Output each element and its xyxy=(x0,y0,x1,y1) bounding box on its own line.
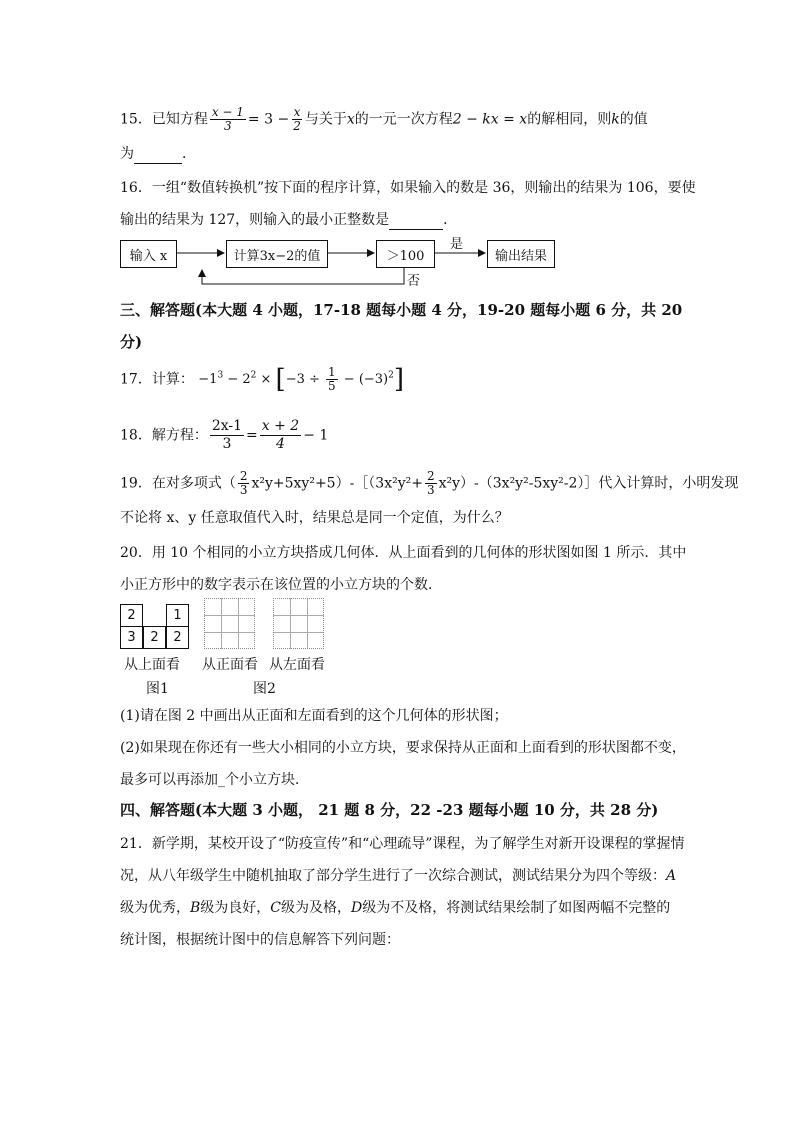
q15-text-3: 的一元一次方程 xyxy=(354,111,453,128)
flow-yes-label: 是 xyxy=(450,237,464,252)
q17-exp-b: 2 xyxy=(250,371,257,381)
q17-term-a: −1 xyxy=(198,372,218,388)
q17-inner-b: − (−3) xyxy=(339,372,389,388)
q18-right-den: 4 xyxy=(276,436,285,452)
q18-equals: = xyxy=(246,427,258,444)
q20-line1: 20．用 10 个相同的小立方块搭成几何体．从上面看到的几何体的形状图如图 1 所示．其中 xyxy=(120,545,687,561)
q15-frac2-num: x xyxy=(293,105,301,119)
flow-output-label: 输出结果 xyxy=(494,248,547,264)
section3-heading-line2: 分) xyxy=(120,333,143,351)
q15-text-1: 15．已知方程 xyxy=(120,111,208,128)
q19-frac2-den: 3 xyxy=(426,483,435,497)
q17-label: 17．计算： xyxy=(120,371,194,388)
q15-text-5: 的值 xyxy=(619,111,648,128)
q17-line xyxy=(120,366,404,393)
q17-frac-den: 5 xyxy=(328,379,336,394)
q18-left-den: 3 xyxy=(222,436,232,452)
q15-frac1-den: 3 xyxy=(224,119,232,133)
grid-cell-r1c1: 2 xyxy=(120,604,143,627)
figure2-front-view-grid[interactable] xyxy=(204,598,255,649)
q15-frac2-den: 2 xyxy=(293,119,301,133)
q15-frac1-num: x − 1 xyxy=(211,105,244,119)
q21-grade-c: C xyxy=(270,900,282,916)
q19-frac2-num: 2 xyxy=(426,469,435,483)
q17-expression xyxy=(198,364,405,395)
q20-sub2-line2: 最多可以再添加_个小立方块． xyxy=(120,772,309,788)
q17-inner-a: −3 ÷ xyxy=(285,372,325,388)
q15-text-4: 的解相同，则 xyxy=(527,111,612,128)
q19-frac1-num: 2 xyxy=(239,469,248,483)
q15-end: ． xyxy=(182,146,196,162)
q19-line2: 不论将 x、y 任意取值代入时，结果总是同一个定值，为什么？ xyxy=(120,510,509,526)
q21-line1: 21．新学期，某校开设了“防疫宣传”和“心理疏导”课程，为了解学生对新开设课程的掌握情 xyxy=(120,836,685,852)
q19-fraction-1 xyxy=(238,470,250,497)
q17-exp-a: 3 xyxy=(217,371,224,381)
q20-line2: 小正方形中的数字表示在该位置的小立方块的个数． xyxy=(120,577,442,593)
figure2-left-view-grid[interactable] xyxy=(273,598,324,649)
grid-cell-r2c2: 2 xyxy=(143,626,166,649)
q17-term-b: − 2 xyxy=(223,372,251,388)
q18-line xyxy=(120,418,328,453)
q21-line3-d: 级为不及格，将测试结果绘制了如图两幅不完整的 xyxy=(362,900,671,916)
q19-text-3: x²y）-（3x²y²-5xy²-2）］代入计算时，小明发现 xyxy=(438,475,739,492)
q21-line4: 统计图，根据统计图中的信息解答下列问题： xyxy=(120,932,400,948)
arrow-loop-back xyxy=(202,268,404,284)
q21-line3-b: 级为良好， xyxy=(200,900,271,916)
q15-text-2: 与关于 xyxy=(304,111,347,128)
q18-left-num: 2x-1 xyxy=(211,418,243,434)
section4-heading: 四、解答题(本大题 3 小题， 21 题 8 分，22 -23 题每小题 10 分，共 28 分) xyxy=(120,801,659,819)
q15-equation: 2 − kx = x xyxy=(452,111,528,128)
q20-sub2-line1: (2)如果现在你还有一些大小相同的小立方块，要求保持从正面和上面看到的形状图都不变， xyxy=(120,740,686,756)
q18-right-fraction xyxy=(260,418,301,453)
q15-mid: = 3 − xyxy=(247,111,290,128)
q17-left-bracket: [ xyxy=(275,364,286,395)
caption-front-view: 从正面看 xyxy=(202,657,258,673)
q17-inner-exp: 2 xyxy=(388,371,394,381)
q21-line3 xyxy=(120,898,670,918)
grid-cell-r2c3: 2 xyxy=(166,626,189,649)
caption-left-view: 从左面看 xyxy=(269,657,325,673)
q18-right-num: x + 2 xyxy=(261,418,300,434)
flow-arrows xyxy=(0,0,794,300)
figure2-label: 图2 xyxy=(253,681,276,697)
q19-text-2: x²y+5xy²+5）-［（3x²y²+ xyxy=(251,475,423,492)
section3-heading-line1: 三、解答题(本大题 4 小题，17-18 题每小题 4 分，19-20 题每小题 6 分，共 20 xyxy=(120,301,683,319)
q21-line3-c: 级为及格， xyxy=(281,900,352,916)
q17-fraction xyxy=(326,366,338,393)
q19-frac1-den: 3 xyxy=(239,483,248,497)
caption-top-view: 从上面看 xyxy=(124,657,180,673)
flow-compute-label: 计算3x−2的值 xyxy=(233,248,321,264)
q21-line2-text: 况，从八年级学生中随机抽取了部分学生进行了一次综合测试，测试结果分为四个等级： xyxy=(120,868,666,884)
q18-tail: − 1 xyxy=(303,427,329,444)
q19-text-1: 19．在对多项式（ xyxy=(120,475,236,492)
q17-right-bracket: ] xyxy=(393,364,405,395)
q21-line3-a: 级为优秀， xyxy=(120,900,190,916)
q15-line2-text: 为 xyxy=(120,146,134,162)
flow-compare-label: ＞100 xyxy=(386,248,425,264)
q17-frac-num: 1 xyxy=(328,365,336,380)
q16-end: ． xyxy=(443,212,458,228)
q21-line2 xyxy=(120,866,676,886)
q21-grade-b: B xyxy=(190,900,201,916)
q17-times: × xyxy=(256,372,276,388)
grid-cell-r2c1: 3 xyxy=(120,626,143,649)
flow-no-label: 否 xyxy=(407,274,421,289)
q18-left-fraction xyxy=(210,418,244,453)
q21-grade-a: A xyxy=(666,868,677,884)
q20-sub1: (1)请在图 2 中画出从正面和左面看到的这个几何体的形状图； xyxy=(120,708,508,724)
q21-grade-d: D xyxy=(351,900,363,916)
q16-line2-text: 输出的结果为 127，则输入的最小正整数是 xyxy=(120,212,390,228)
q15-var-x: x xyxy=(346,111,355,128)
figure1-label: 图1 xyxy=(146,681,169,697)
flow-input-label: 输入 x xyxy=(129,248,168,264)
q19-line1 xyxy=(120,470,738,497)
q16-line1: 16．一组“数值转换机”按下面的程序计算，如果输入的数是 36，则输出的结果为 106，要使 xyxy=(120,180,696,196)
q18-label: 18．解方程： xyxy=(120,427,208,444)
q19-fraction-2 xyxy=(425,470,437,497)
grid-cell-r1c3: 1 xyxy=(166,604,189,627)
q15-var-k: k xyxy=(611,111,620,128)
